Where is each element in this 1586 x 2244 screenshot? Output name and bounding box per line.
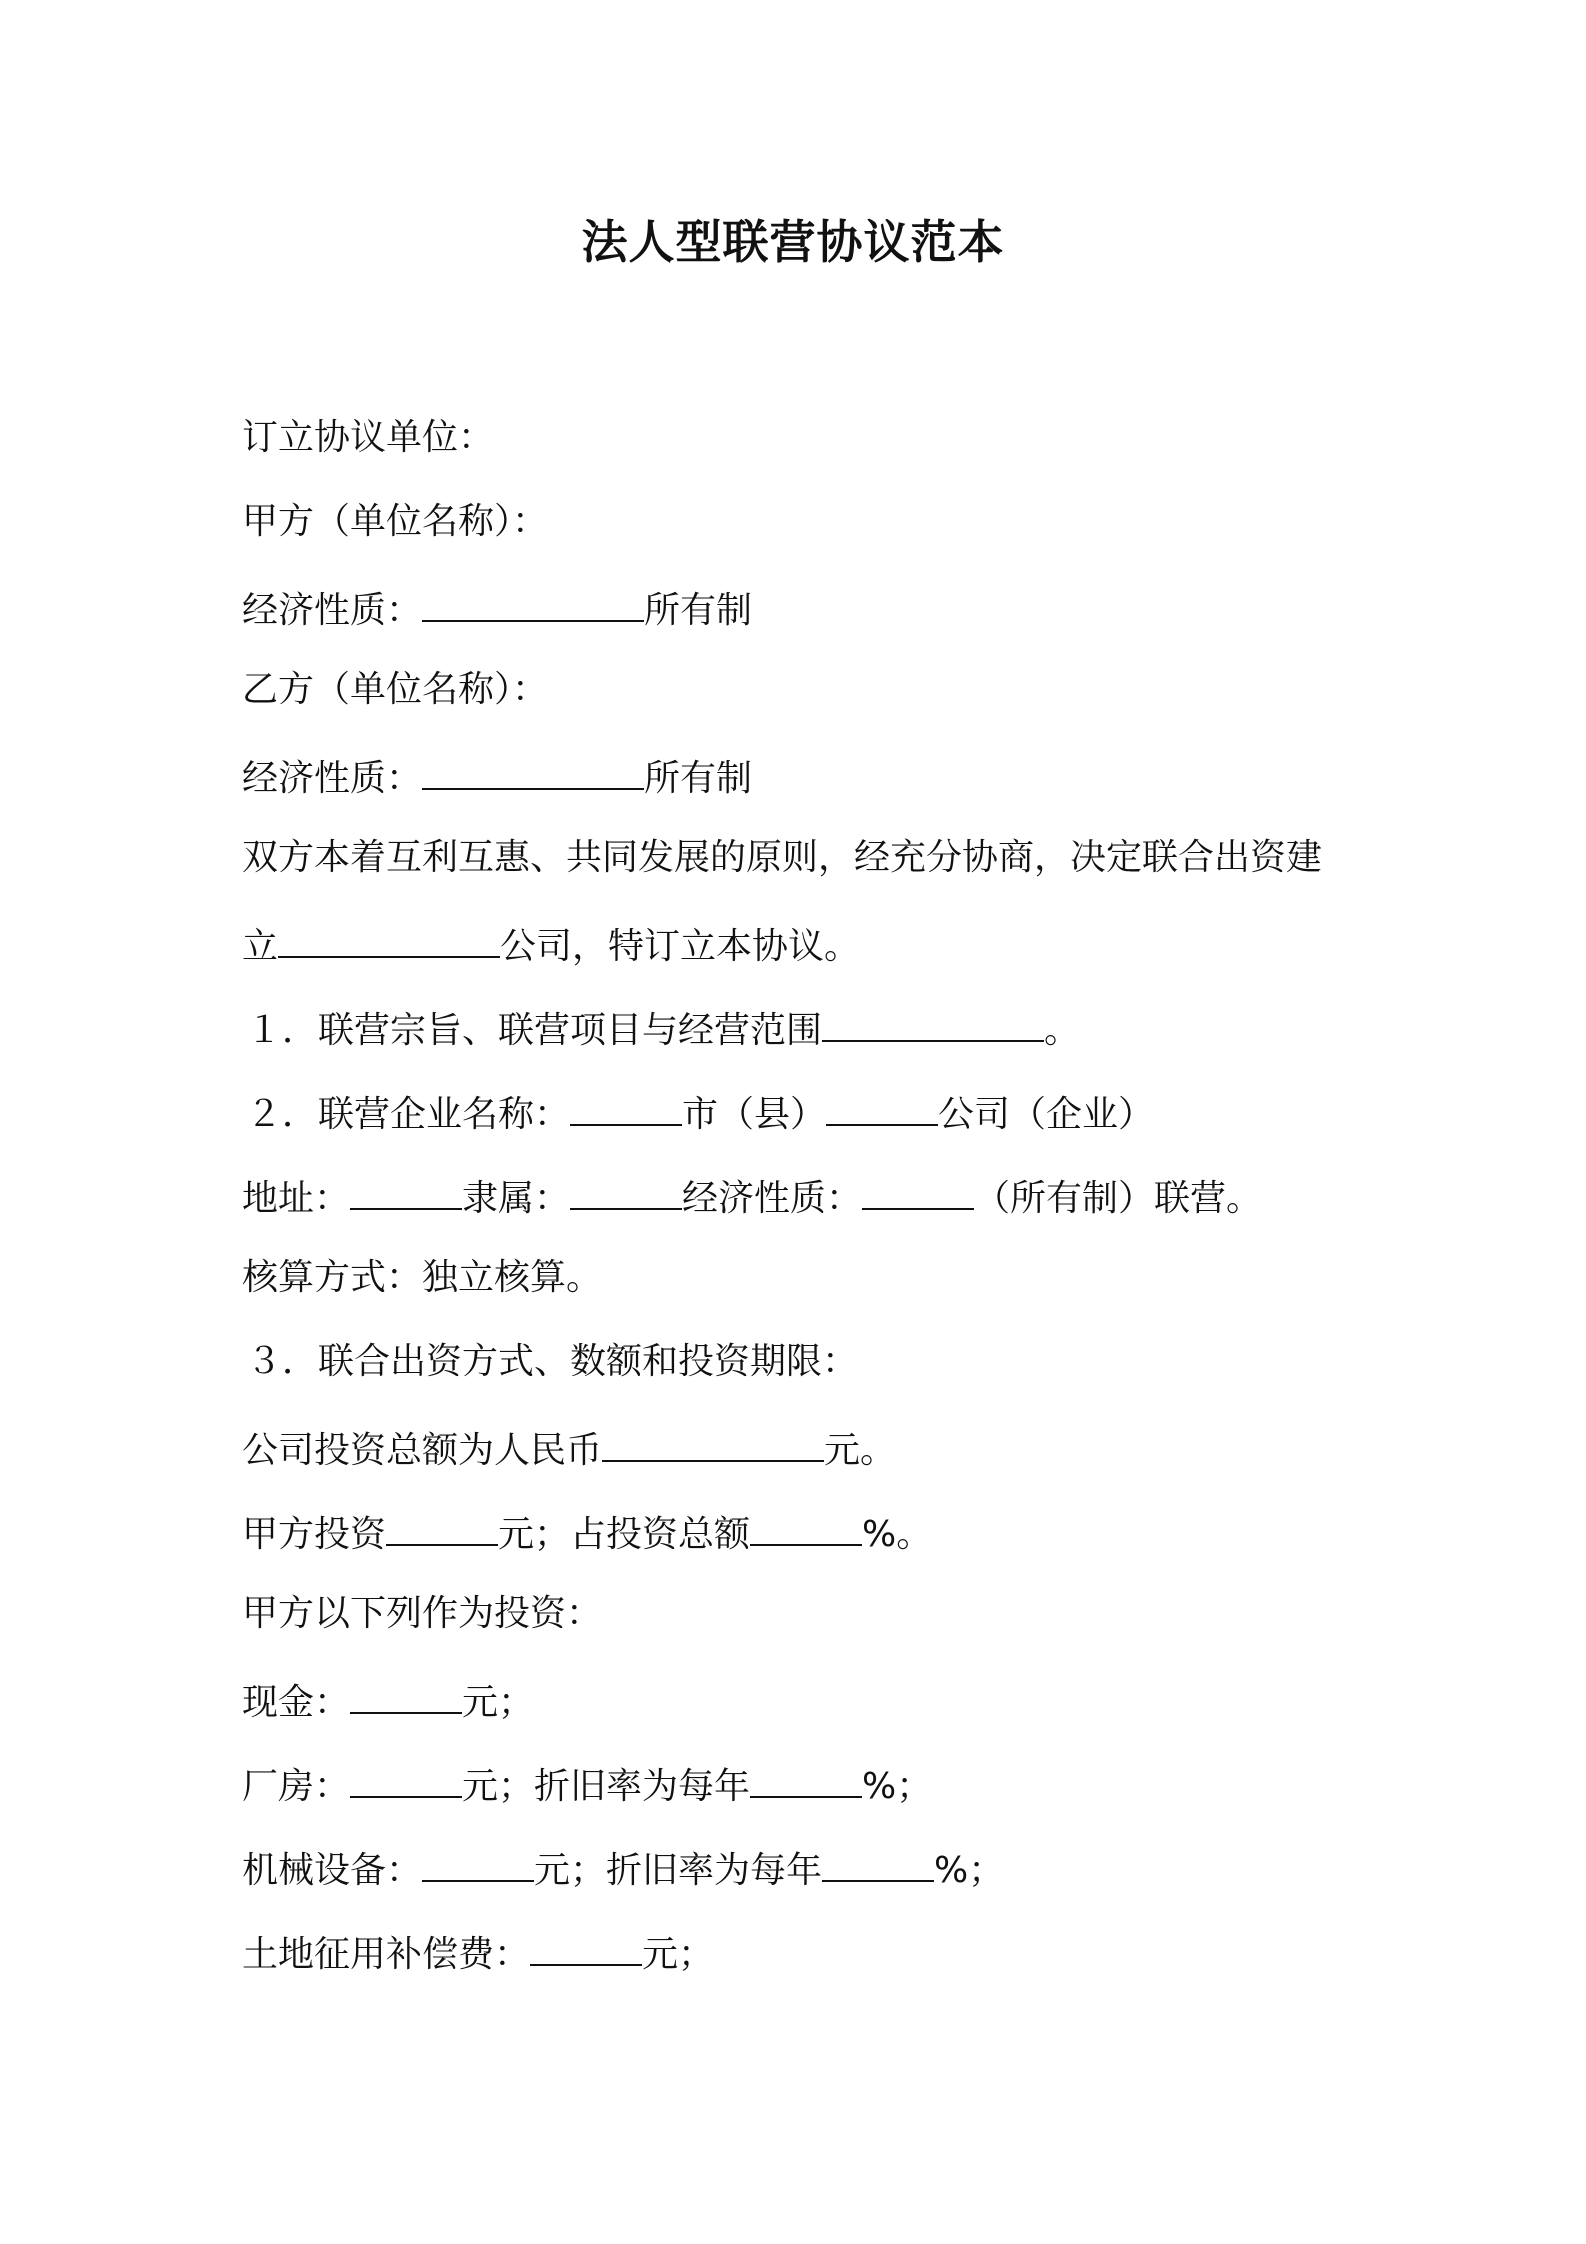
label-affiliation: 隶属：	[462, 1178, 571, 1219]
line-preamble-cont	[242, 912, 1362, 996]
text-party-a-contributions: 甲方以下列作为投资：	[242, 1593, 603, 1634]
document-body	[242, 408, 1362, 2004]
blank-field	[350, 1668, 462, 1714]
blank-field	[422, 576, 644, 622]
text-period: 。	[1044, 1010, 1081, 1051]
line-total-investment	[242, 1416, 1362, 1500]
line-preamble	[242, 828, 1362, 912]
line-signing-parties	[242, 408, 1362, 492]
text-share-of-total: 元；占投资总额	[498, 1514, 751, 1555]
label-plant: 厂房：	[242, 1766, 351, 1807]
line-address	[242, 1164, 1362, 1248]
text-party-a-investment: 甲方投资	[242, 1514, 387, 1555]
text-yuan: 元；	[642, 1934, 715, 1975]
blank-field	[826, 1080, 938, 1126]
text-preamble: 双方本着互利互惠、共同发展的原则，经充分协商，决定联合出资建	[242, 837, 1323, 878]
line-machinery	[242, 1836, 1362, 1920]
line-clause-2	[242, 1080, 1362, 1164]
line-land-compensation	[242, 1920, 1362, 2004]
text-ownership: 所有制	[644, 758, 753, 799]
blank-field	[422, 744, 644, 790]
text-percent: %；	[862, 1766, 933, 1807]
line-party-a-contributions	[242, 1584, 1362, 1668]
text-company-enterprise: 公司（企业）	[938, 1094, 1155, 1135]
label-economic-nature: 经济性质：	[242, 590, 423, 631]
label-economic-nature: 经济性质：	[242, 758, 423, 799]
line-clause-1	[242, 996, 1362, 1080]
text-city-county: 市（县）	[682, 1094, 827, 1135]
blank-field	[530, 1920, 642, 1966]
line-party-b-name	[242, 660, 1362, 744]
text-yuan: 元。	[824, 1430, 897, 1471]
text-signing-parties: 订立协议单位：	[242, 417, 495, 458]
label-address: 地址：	[242, 1178, 351, 1219]
label-economic-nature: 经济性质：	[682, 1178, 863, 1219]
blank-field	[386, 1500, 498, 1546]
line-accounting	[242, 1248, 1362, 1332]
line-party-a-economic-nature	[242, 576, 1362, 660]
blank-field	[602, 1416, 824, 1462]
blank-field	[350, 1164, 462, 1210]
blank-field	[750, 1500, 862, 1546]
label-land-compensation: 土地征用补偿费：	[242, 1934, 531, 1975]
text-accounting: 核算方式：独立核算。	[242, 1257, 603, 1298]
text-party-a-name: 甲方（单位名称）：	[242, 501, 549, 542]
line-clause-3	[242, 1332, 1362, 1416]
document-title: 法人型联营协议范本	[581, 215, 1005, 269]
blank-field	[422, 1836, 534, 1882]
text-party-b-name: 乙方（单位名称）：	[242, 669, 549, 710]
text-total-investment: 公司投资总额为人民币	[242, 1430, 603, 1471]
text-percent: %。	[862, 1514, 933, 1555]
line-party-a-investment	[242, 1500, 1362, 1584]
text-yuan: 元；	[462, 1682, 535, 1723]
text-company-agreement: 公司，特订立本协议。	[500, 926, 861, 967]
blank-field	[570, 1080, 682, 1126]
blank-field	[822, 1836, 934, 1882]
text-clause-3: ３．联合出资方式、数额和投资期限：	[246, 1341, 859, 1382]
label-machinery: 机械设备：	[242, 1850, 423, 1891]
text-clause-2: ２．联营企业名称：	[246, 1094, 571, 1135]
text-ownership: 所有制	[644, 590, 753, 631]
blank-field	[862, 1164, 974, 1210]
text-clause-1: １．联营宗旨、联营项目与经营范围	[246, 1010, 823, 1051]
blank-field	[822, 996, 1044, 1042]
blank-field	[570, 1164, 682, 1210]
text-depreciation: 元；折旧率为每年	[462, 1766, 751, 1807]
text-joint-operation: （所有制）联营。	[974, 1178, 1263, 1219]
label-cash: 现金：	[242, 1682, 351, 1723]
text-depreciation: 元；折旧率为每年	[534, 1850, 823, 1891]
blank-field	[350, 1752, 462, 1798]
text-percent: %；	[934, 1850, 1005, 1891]
blank-field	[750, 1752, 862, 1798]
blank-field	[278, 912, 500, 958]
line-plant	[242, 1752, 1362, 1836]
line-cash	[242, 1668, 1362, 1752]
line-party-a-name	[242, 492, 1362, 576]
text-establish: 立	[242, 926, 279, 967]
line-party-b-economic-nature	[242, 744, 1362, 828]
